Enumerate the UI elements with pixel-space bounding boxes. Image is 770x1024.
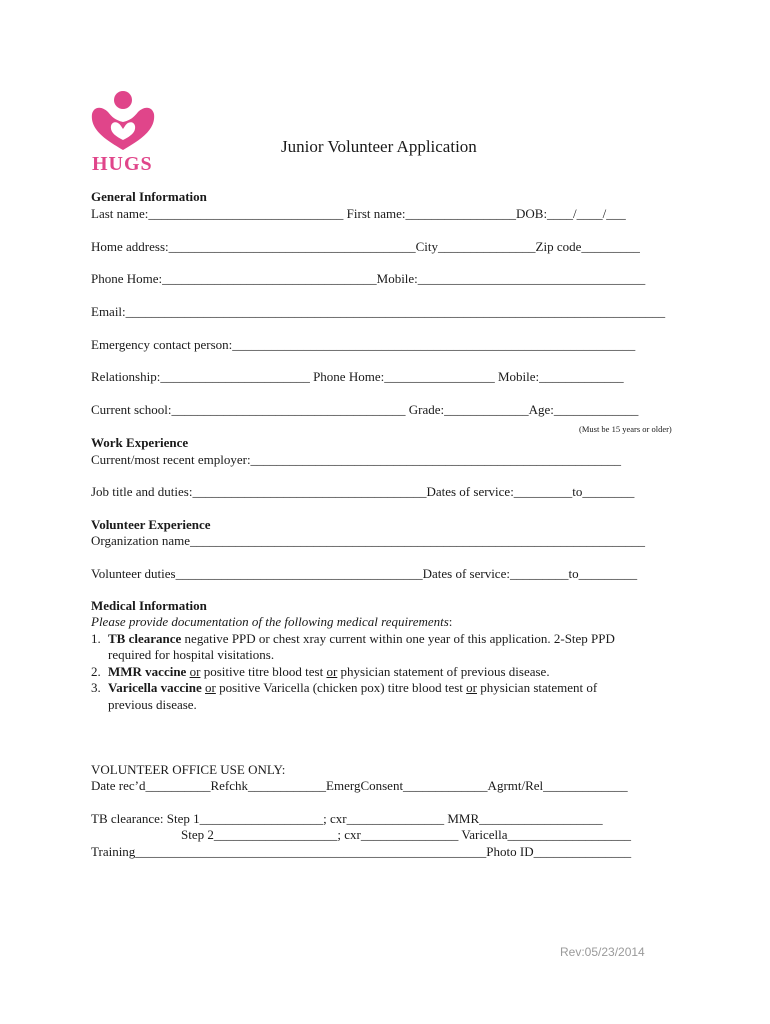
- employer-line[interactable]: Current/most recent employer:_________________________________________________________: [91, 452, 622, 467]
- page-title: Junior Volunteer Application: [281, 137, 477, 156]
- revision-date: Rev:05/23/2014: [560, 945, 645, 959]
- name-dob-line[interactable]: Last name:______________________________ First name:_________________DOB:____/____/___: [91, 206, 626, 221]
- varicella-end-text: physician statement of: [477, 680, 598, 695]
- or-text: or: [326, 664, 338, 679]
- volunteer-experience-heading: Volunteer Experience: [91, 517, 211, 532]
- phone-line[interactable]: Phone Home:_________________________________Mobile:___________________________________: [91, 271, 646, 286]
- medical-item-mmr: [91, 664, 550, 680]
- varicella-vaccine-label: Varicella vaccine: [108, 680, 202, 695]
- or-text: or: [466, 680, 477, 695]
- address-line[interactable]: Home address:______________________________________City_______________Zip code_________: [91, 239, 640, 254]
- or-text: or: [205, 680, 216, 695]
- email-line[interactable]: Email:___________________________________________________________________________________: [91, 304, 666, 319]
- varicella-mid-text: positive Varicella (chicken pox) titre blood test: [215, 680, 467, 695]
- mmr-end-text: physician statement of previous disease.: [337, 664, 550, 679]
- office-dates-line[interactable]: Date rec’d__________Refchk____________EmergConsent_____________Agrmt/Rel_____________: [91, 778, 628, 793]
- medical-instruction-text: Please provide documentation of the following medical requirements: [91, 614, 449, 629]
- organization-line[interactable]: Organization name______________________________________________________________________: [91, 533, 646, 548]
- item-number: 2.: [91, 664, 101, 679]
- job-duties-line[interactable]: Job title and duties:____________________________________Dates of service:_________to________: [91, 484, 635, 499]
- medical-item-tb: [91, 631, 615, 647]
- tb-clearance-continuation: required for hospital visitations.: [108, 647, 275, 662]
- medical-instruction-colon: :: [448, 614, 453, 629]
- varicella-continuation: previous disease.: [108, 697, 197, 712]
- medical-item-varicella: [91, 680, 597, 696]
- item-number: 1.: [91, 631, 101, 646]
- age-requirement-note: (Must be 15 years or older): [579, 424, 672, 434]
- or-text: or: [189, 664, 201, 679]
- office-use-heading: VOLUNTEER OFFICE USE ONLY:: [91, 762, 286, 777]
- work-experience-heading: Work Experience: [91, 435, 189, 450]
- tb-step2-line[interactable]: Step 2___________________; cxr_______________ Varicella___________________: [181, 827, 632, 842]
- mmr-vaccine-label: MMR vaccine: [108, 664, 187, 679]
- emergency-contact-line[interactable]: Emergency contact person:______________________________________________________________: [91, 337, 636, 352]
- school-line[interactable]: Current school:____________________________________ Grade:_____________Age:_____________: [91, 402, 639, 417]
- volunteer-duties-line[interactable]: Volunteer duties______________________________________Dates of service:_________to_________: [91, 566, 638, 581]
- logo-wordmark: HUGS: [92, 153, 153, 175]
- medical-instruction: [91, 614, 452, 630]
- relationship-line[interactable]: Relationship:_______________________ Phone Home:_________________ Mobile:_____________: [91, 369, 624, 384]
- medical-information-heading: Medical Information: [91, 598, 207, 613]
- training-line[interactable]: Training______________________________________________________Photo ID_______________: [91, 844, 632, 859]
- mmr-mid-text: positive titre blood test: [200, 664, 327, 679]
- tb-step1-line[interactable]: TB clearance: Step 1___________________; cxr_______________ MMR___________________: [91, 811, 603, 826]
- item-number: 3.: [91, 680, 101, 695]
- tb-clearance-label: TB clearance: [108, 631, 182, 646]
- tb-clearance-text: negative PPD or chest xray current within one year of this application. 2-Step PPD: [181, 631, 615, 646]
- general-information-heading: General Information: [91, 189, 207, 204]
